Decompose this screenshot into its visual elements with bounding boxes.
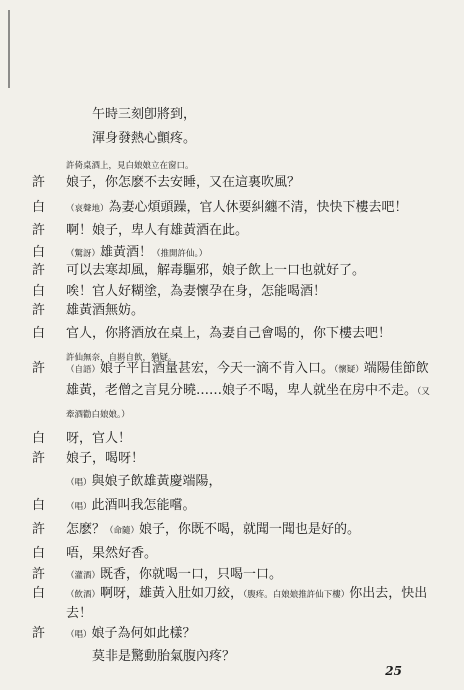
speaker-label: 許: [32, 626, 46, 641]
dialogue-text: 為妻心煩頭躁，官人休要糾纏不清，快快下樓去吧！: [108, 200, 408, 215]
dialogue-text: 雄黃酒！: [100, 245, 153, 260]
speaker-label: 許: [32, 303, 46, 318]
stage-direction: （灌酒）: [66, 571, 101, 581]
dialogue-text: 娘子為何如此樣？: [91, 626, 196, 641]
speaker-label: 白: [32, 245, 46, 260]
dialogue-text: 官人，你將酒放在桌上，為妻自己會喝的，你下樓去吧！: [66, 326, 392, 341]
line-text: [66, 244, 207, 263]
stage-direction: （又: [417, 387, 430, 397]
line-text: [66, 605, 92, 623]
stage-direction: 牽酒勸白娘娘。）: [66, 410, 130, 420]
line-text: [66, 302, 144, 320]
dialogue-text: 端陽佳節飲: [363, 361, 429, 376]
line-text: [66, 497, 196, 516]
dialogue-text: 午時三刻卽將到，: [92, 107, 197, 122]
stage-direction: （自語）: [66, 365, 101, 375]
line-text: [66, 283, 326, 301]
speaker-label: 白: [32, 326, 46, 341]
dialogue-text: 娘子，你既不喝，就聞一聞也是好的。: [139, 522, 361, 537]
stage-direction: （唱）: [66, 630, 92, 640]
speaker-label: 許: [32, 223, 46, 238]
speaker-label: 許: [32, 175, 46, 190]
line-text: [66, 430, 131, 448]
line-text: [66, 521, 360, 540]
dialogue-text: 啊呀，雄黃入肚如刀絞，: [100, 586, 244, 601]
speaker-label: 白: [32, 200, 46, 215]
dialogue-text: 娘子，喝呀！: [66, 451, 145, 466]
dialogue-text: 唔，果然好香。: [66, 546, 158, 561]
line-text: [66, 199, 408, 218]
dialogue-text: 你出去，快出: [349, 586, 428, 601]
page-edge-mark: [8, 10, 10, 88]
dialogue-text: 呀，官人！: [66, 431, 132, 446]
stage-direction: 許倚桌酒上，見白娘娘立在窗口。: [66, 161, 194, 171]
speaker-label: 白: [32, 431, 46, 446]
dialogue-text: 唉！官人好糊塗，為妻懷孕在身，怎能喝酒！: [66, 284, 327, 299]
speaker-label: 白: [32, 546, 46, 561]
line-text: [66, 450, 144, 468]
speaker-label: 許: [32, 522, 46, 537]
line-text: [66, 222, 248, 240]
dialogue-text: 與娘子飲雄黃慶端陽，: [91, 474, 222, 489]
line-text: [92, 106, 196, 124]
stage-direction: （腹疼。白娘娘推許仙下樓）: [243, 590, 350, 600]
stage-direction: （哀聲地）: [66, 204, 109, 214]
page-number: 25: [385, 664, 402, 678]
line-text: [66, 262, 365, 280]
dialogue-text: 怎麽？: [66, 522, 106, 537]
line-text: [66, 473, 222, 492]
dialogue-text: 雄黃，老僧之言見分曉……娘子不喝，卑人就坐在房中不走。: [66, 383, 418, 398]
speaker-label: 許: [32, 361, 46, 376]
dialogue-text: 莫非是驚動胎氣腹內疼？: [92, 649, 236, 664]
line-text: [66, 545, 157, 563]
line-text: [66, 174, 300, 192]
stage-direction: （唱）: [66, 478, 92, 488]
dialogue-text: 既香，你就喝一口，只喝一口。: [100, 567, 283, 582]
dialogue-text: 雄黃酒無妨。: [66, 303, 145, 318]
dialogue-text: 啊！娘子，卑人有雄黃酒在此。: [66, 223, 249, 238]
dialogue-text: 渾身發熱心顫疼。: [92, 131, 197, 146]
dialogue-text: 娘子平日酒量甚宏，今天一滴不肯入口。: [100, 361, 335, 376]
speaker-label: 許: [32, 263, 46, 278]
speaker-label: 許: [32, 567, 46, 582]
dialogue-text: 娘子，你怎麽不去安睡，又在這裏吹風？: [66, 175, 301, 190]
speaker-label: 白: [32, 498, 46, 513]
stage-direction: （推開許仙。）: [152, 249, 208, 259]
stage-direction: （懷疑）: [334, 365, 364, 375]
dialogue-text: 去！: [66, 606, 93, 621]
stage-direction: （命隨）: [105, 526, 140, 536]
line-text: [66, 382, 430, 401]
line-text: [66, 156, 194, 175]
line-text: [92, 648, 235, 666]
line-text: [66, 585, 427, 604]
speaker-label: 白: [32, 586, 46, 601]
stage-direction: （唱）: [66, 502, 92, 512]
stage-direction: 許仙無奈，自斟自飲，猶疑。: [66, 353, 177, 363]
dialogue-text: 可以去寒却風，解毒驅邪，娘子飲上一口也就好了。: [66, 263, 366, 278]
line-text: [66, 405, 130, 424]
stage-direction: （驚訝）: [66, 249, 101, 259]
line-text: [92, 130, 196, 148]
speaker-label: 許: [32, 451, 46, 466]
line-text: [66, 325, 391, 343]
dialogue-text: 此酒叫我怎能嚐。: [91, 498, 196, 513]
stage-direction: （飲酒）: [66, 590, 101, 600]
speaker-label: 白: [32, 284, 46, 299]
line-text: [66, 625, 196, 644]
line-text: [66, 566, 282, 585]
line-text: [66, 360, 429, 379]
